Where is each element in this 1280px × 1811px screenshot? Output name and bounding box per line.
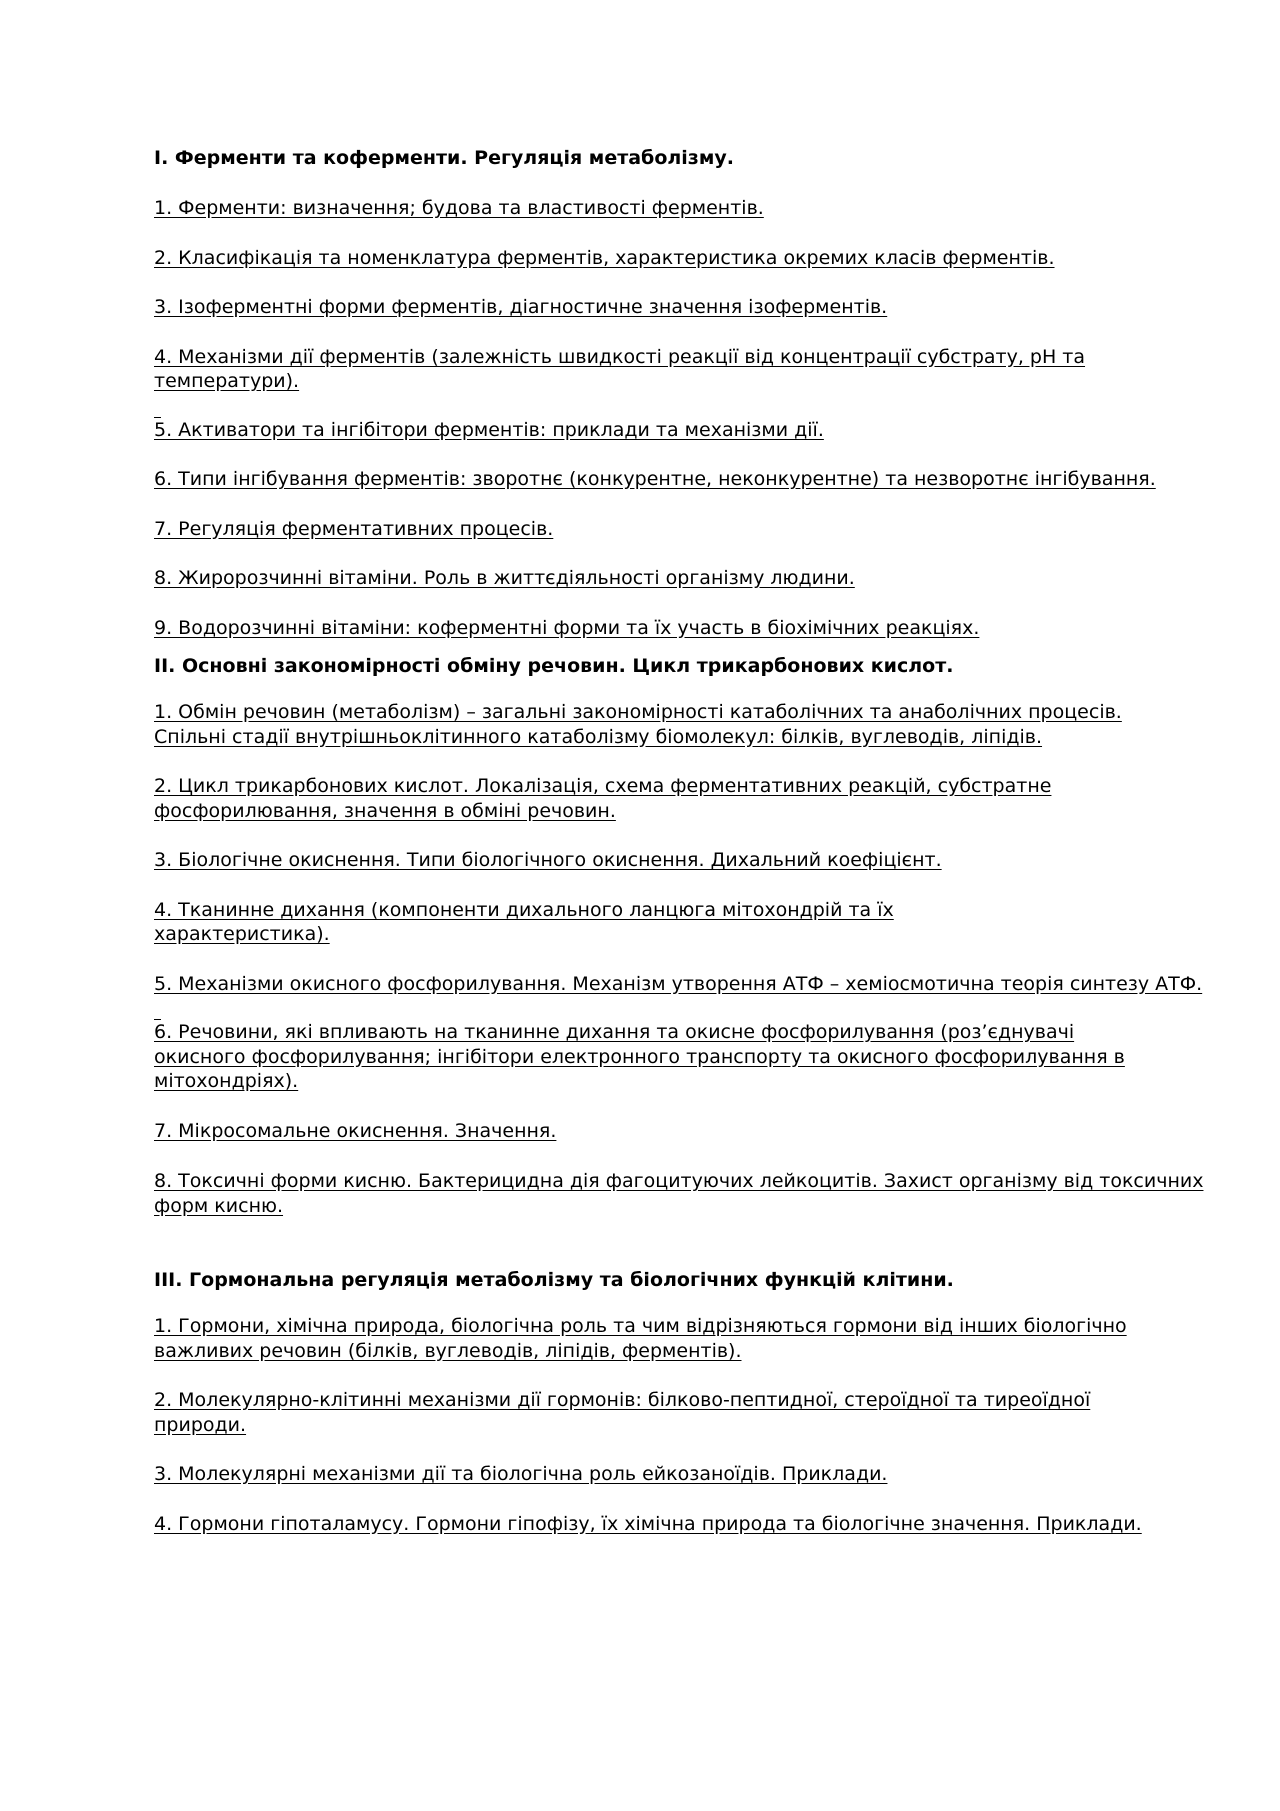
list-item: 6. Речовини, які впливають на тканинне дихання та окисне фосфорилування (роз’єднувачі окисного фосфорилування; інгібітори електронного транспорту та окисного фосфорилування в мітохондріях).: [154, 1021, 1125, 1092]
list-item: 1. Обмін речовин (метаболізм) – загальні закономірності катаболічних та анаболічних процесів. Спільні стадії внутрішньоклітинного катаболізму біомолекул: білків, вуглеводів, ліпідів.: [154, 701, 1122, 748]
list-item: 7. Мікросомальне окиснення. Значення.: [154, 1119, 557, 1142]
list-item: 2. Класифікація та номенклатура ферментів, характеристика окремих класів ферментів.: [154, 246, 1055, 269]
list-item: 5. Активатори та інгібітори ферментів: приклади та механізми дії.: [154, 418, 824, 441]
section-heading-3: ІІІ. Гормональна регуляція метаболізму та біологічних функцій клітини.: [154, 1269, 954, 1291]
empty-underlined-line: [154, 394, 161, 418]
list-item: 4. Гормони гіпоталамусу. Гормони гіпофізу, їх хімічна природа та біологічне значення. Приклади.: [154, 1512, 1142, 1535]
section-heading-2: ІІ. Основні закономірності обміну речовин. Цикл трикарбонових кислот.: [154, 655, 954, 677]
list-item: 1. Гормони, хімічна природа, біологічна роль та чим відрізняються гормони від інших біологічно важливих речовин (білків, вуглеводів, ліпідів, ферментів).: [154, 1315, 1127, 1362]
list-item: 1. Ферменти: визначення; будова та властивості ферментів.: [154, 197, 764, 219]
list-item: 2. Молекулярно-клітинні механізми дії гормонів: білково-пептидної, стероїдної та тиреоїдної природи.: [154, 1389, 1091, 1436]
list-item: 6. Типи інгібування ферментів: зворотнє (конкурентне, неконкурентне) та незворотнє інгібування.: [154, 468, 1156, 490]
empty-underlined-line: [154, 996, 161, 1020]
list-item: 8. Токсичні форми кисню. Бактерицидна дія фагоцитуючих лейкоцитів. Захист організму від токсичних форм кисню.: [154, 1170, 1204, 1217]
document-body: [154, 146, 1204, 1536]
section-heading-1: І. Ферменти та коферменти. Регуляція метаболізму.: [154, 147, 734, 169]
list-item: 8. Жиророзчинні вітаміни. Роль в життєдіяльності організму людини.: [154, 567, 855, 589]
list-item: 4. Механізми дії ферментів (залежність швидкості реакції від концентрації субстрату, рН та температури).: [154, 345, 1086, 392]
list-item: 4. Тканинне дихання (компоненти дихального ланцюга мітохондрій та їх характеристика).: [154, 898, 894, 945]
list-item: 7. Регуляція ферментативних процесів.: [154, 517, 554, 540]
list-item: 2. Цикл трикарбонових кислот. Локалізація, схема ферментативних реакцій, субстратне фосфорилювання, значення в обміні речовин.: [154, 775, 1052, 822]
list-item: 9. Водорозчинні вітаміни: коферментні форми та їх участь в біохімічних реакціях.: [154, 616, 980, 639]
list-item: 3. Біологічне окиснення. Типи біологічного окиснення. Дихальний коефіцієнт.: [154, 849, 942, 871]
list-item: 5. Механізми окисного фосфорилування. Механізм утворення АТФ – хеміосмотична теорія синтезу АТФ.: [154, 972, 1203, 995]
list-item: 3. Молекулярні механізми дії та біологічна роль ейкозаноїдів. Приклади.: [154, 1463, 888, 1485]
list-item: 3. Ізоферментні форми ферментів, діагностичне значення ізоферментів.: [154, 296, 888, 318]
